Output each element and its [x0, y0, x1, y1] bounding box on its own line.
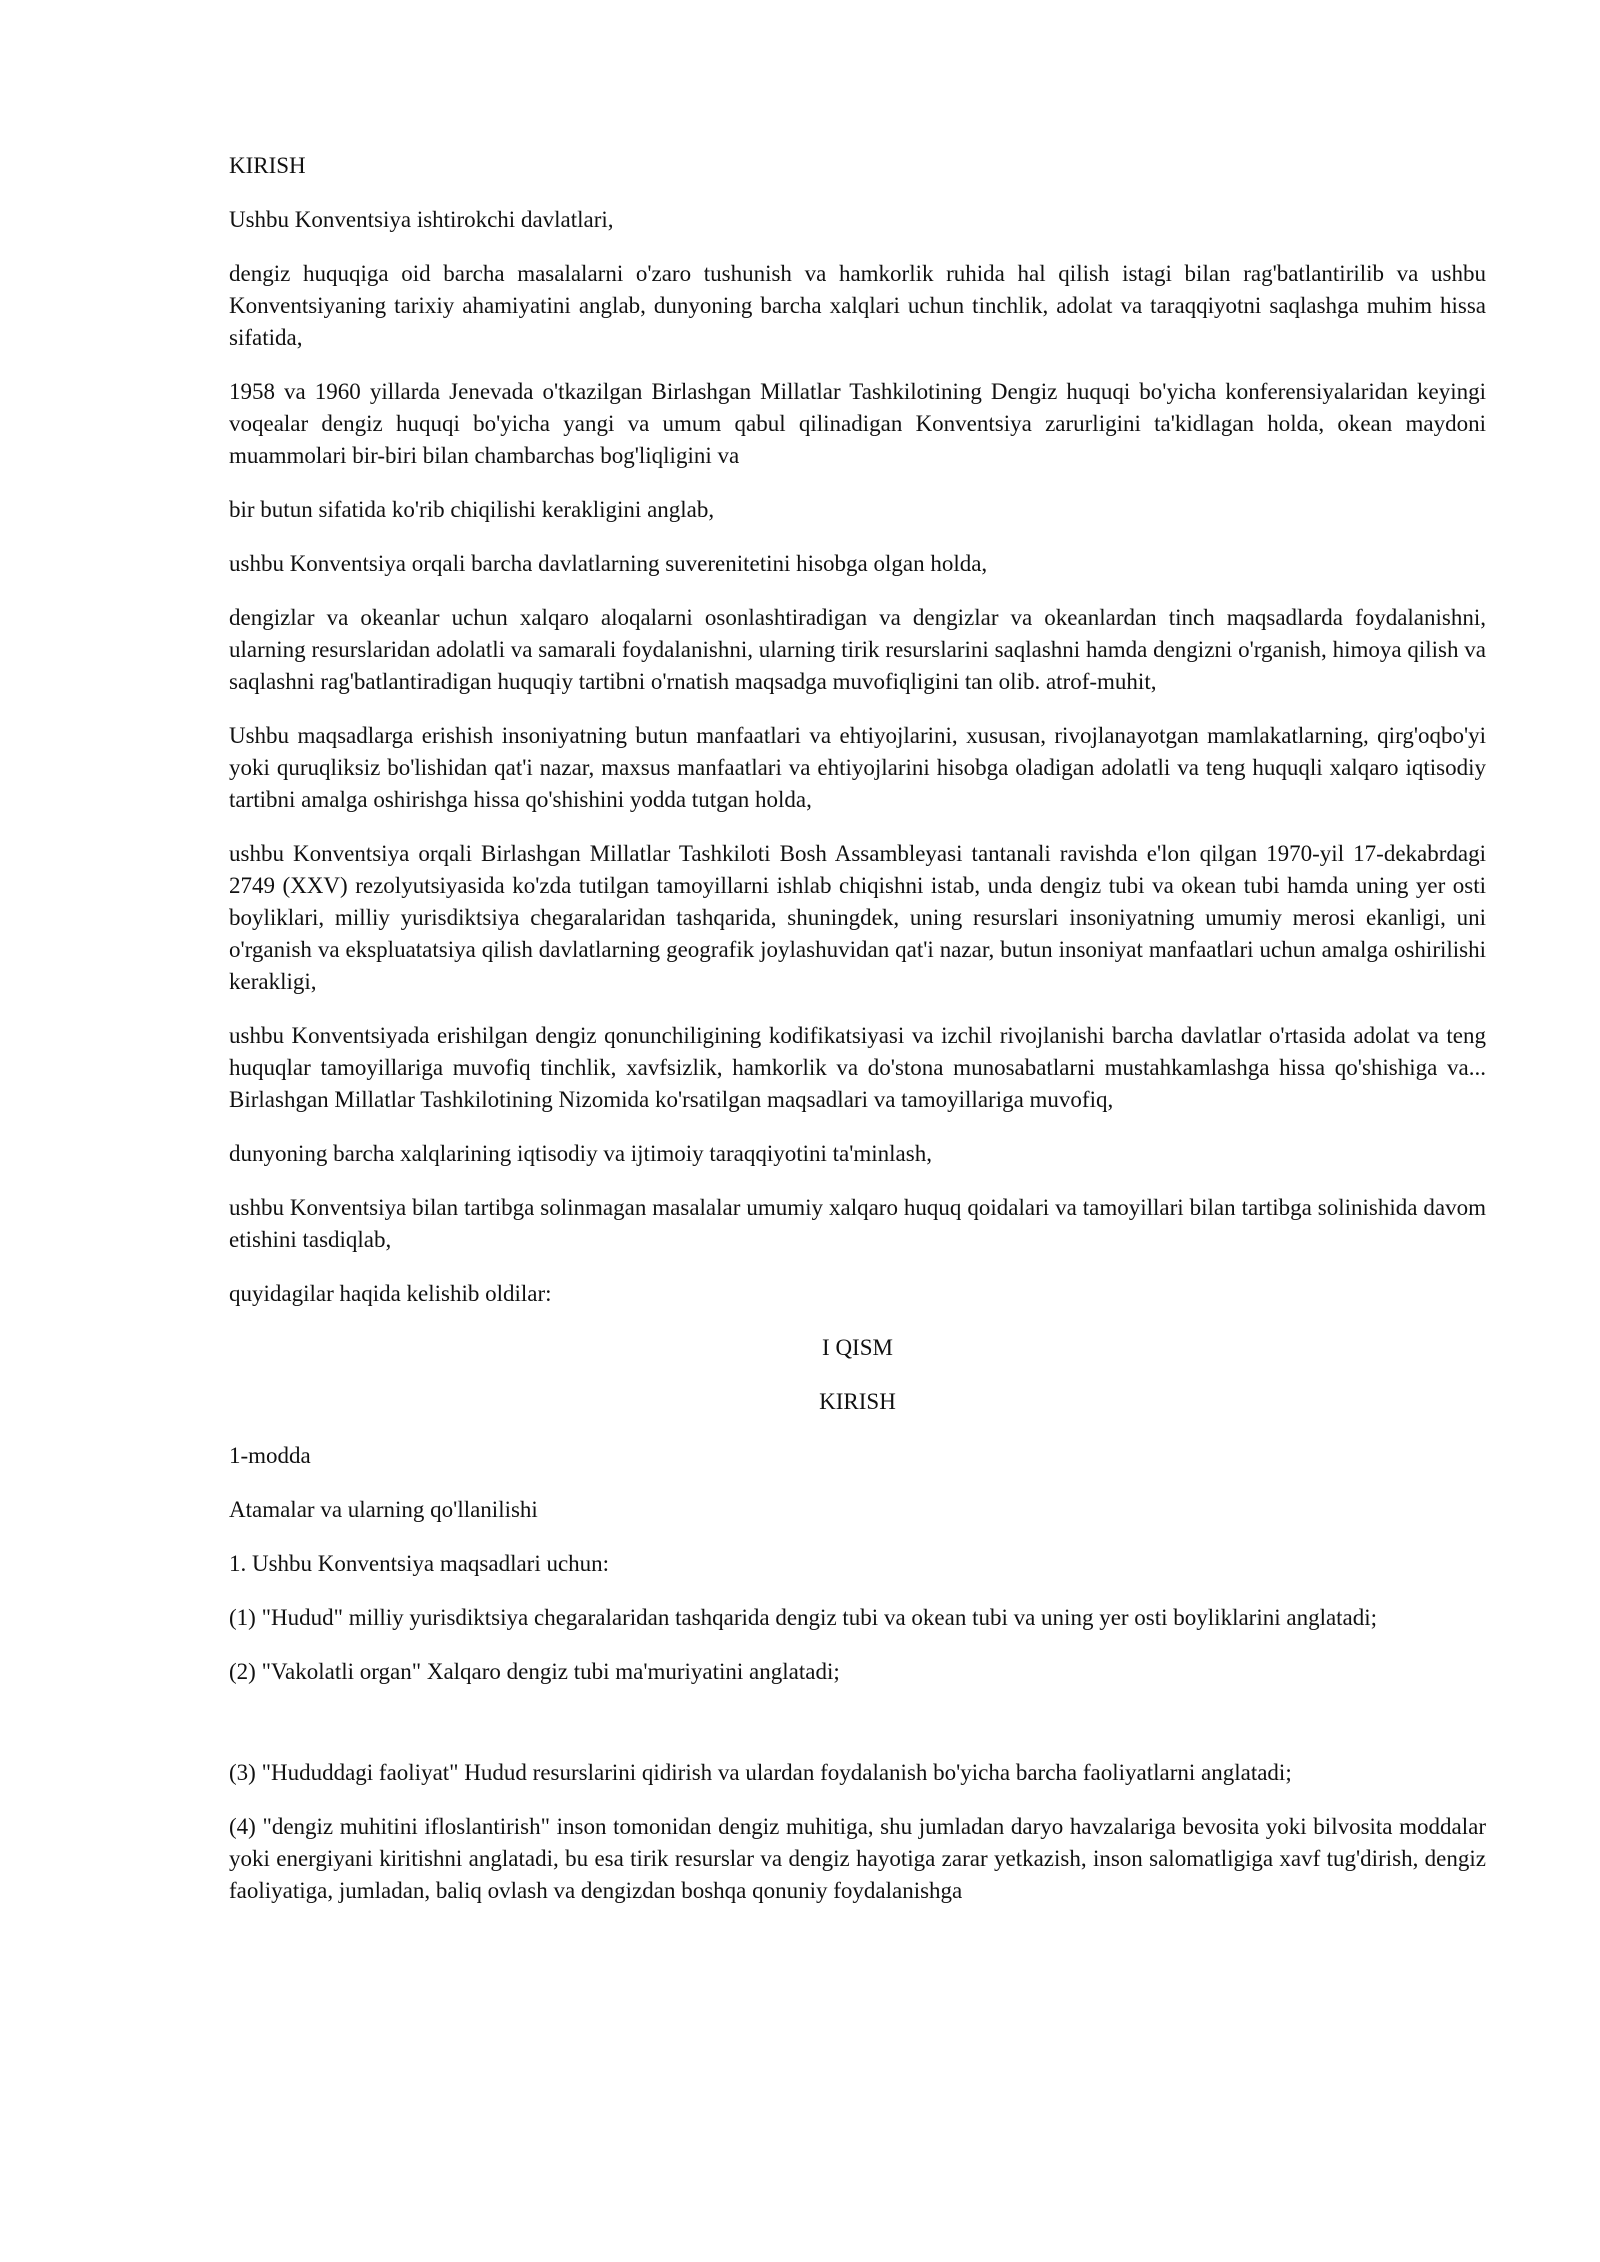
- preamble-paragraph: Ushbu Konventsiya ishtirokchi davlatlari,: [229, 207, 614, 232]
- clause-text: 1. Ushbu Konventsiya maqsadlari uchun:: [229, 1551, 610, 1576]
- document-page: [229, 150, 1486, 1929]
- article-number: 1-modda: [229, 1443, 311, 1468]
- part-heading: I QISM: [822, 1335, 893, 1360]
- preamble-paragraph: dengiz huquqiga oid barcha masalalarni o'zaro tushunish va hamkorlik ruhida hal qilish istagi bilan rag'batlantirilib va ushbu Konventsiyaning tarixiy ahamiyatini anglab, dunyoning barcha xalqlari uchun tinchlik, adolat va taraqqiyotni saqlashga muhim hissa sifatida,: [229, 261, 1486, 350]
- preamble-paragraph: dengizlar va okeanlar uchun xalqaro aloqalarni osonlashtiradigan va dengizlar va okeanlardan tinch maqsadlarda foydalanishni, ularning resurslaridan adolatli va samarali foydalanishni, ularning tirik resurslarini saqlashni hamda dengizni o'rganish, himoya qilish va saqlashni rag'batlantiradigan huquqiy tartibni o'rnatish maqsadga muvofiqligini tan olib. atrof-muhit,: [229, 605, 1486, 694]
- preamble-paragraph: quyidagilar haqida kelishib oldilar:: [229, 1281, 552, 1306]
- preamble-paragraph: Ushbu maqsadlarga erishish insoniyatning butun manfaatlari va ehtiyojlarini, xususan, rivojlanayotgan mamlakatlarning, qirg'oqbo'yi yoki quruqliksiz bo'lishidan qat'i nazar, maxsus manfaatlari va ehtiyojlarini hisobga oladigan adolatli va teng huquqli xalqaro iqtisodiy tartibni amalga oshirishga hissa qo'shishini yodda tutgan holda,: [229, 723, 1486, 812]
- preamble-paragraph: 1958 va 1960 yillarda Jenevada o'tkazilgan Birlashgan Millatlar Tashkilotining Dengiz huquqi bo'yicha konferensiyalaridan keyingi voqealar dengiz huquqi bo'yicha yangi va umum qabul qilinadigan Konventsiya zarurligini ta'kidlagan holda, okean maydoni muammolari bir-biri bilan chambarchas bog'liqligini va: [229, 379, 1486, 468]
- blank-gap: [229, 1710, 1486, 1757]
- definition-item: (2) "Vakolatli organ" Xalqaro dengiz tubi ma'muriyatini anglatadi;: [229, 1659, 840, 1684]
- definition-item: (4) "dengiz muhitini ifloslantirish" inson tomonidan dengiz muhitiga, shu jumladan daryo havzalariga bevosita yoki bilvosita moddalar yoki energiyani kiritishni anglatadi, bu esa tirik resurslar va dengiz hayotiga zarar yetkazish, inson salomatligiga xavf tug'dirish, dengiz faoliyatiga, jumladan, baliq ovlash va dengizdan boshqa qonuniy foydalanishga: [229, 1814, 1486, 1903]
- preamble-paragraph: bir butun sifatida ko'rib chiqilishi kerakligini anglab,: [229, 497, 715, 522]
- preamble-paragraph: ushbu Konventsiya orqali Birlashgan Millatlar Tashkiloti Bosh Assambleyasi tantanali ravishda e'lon qilgan 1970-yil 17-dekabrdagi 2749 (XXV) rezolyutsiyasida ko'zda tutilgan tamoyillarni ishlab chiqishni istab, unda dengiz tubi va okean tubi hamda uning yer osti boyliklari, milliy yurisdiktsiya chegaralaridan tashqarida, shuningdek, uning resurslari insoniyatning umumiy merosi ekanligi, uni o'rganish va ekspluatatsiya qilish davlatlarning geografik joylashuvidan qat'i nazar, butun insoniyat manfaatlari uchun amalga oshirilishi kerakligi,: [229, 841, 1486, 994]
- preamble-paragraph: ushbu Konventsiya bilan tartibga solinmagan masalalar umumiy xalqaro huquq qoidalari va tamoyillari bilan tartibga solinishida davom etishini tasdiqlab,: [229, 1195, 1486, 1252]
- preamble-paragraph: ushbu Konventsiya orqali barcha davlatlarning suverenitetini hisobga olgan holda,: [229, 551, 988, 576]
- definition-item: (1) "Hudud" milliy yurisdiktsiya chegaralaridan tashqarida dengiz tubi va okean tubi va uning yer osti boyliklarini anglatadi;: [229, 1605, 1378, 1630]
- preamble-paragraph: dunyoning barcha xalqlarining iqtisodiy va ijtimoiy taraqqiyotini ta'minlash,: [229, 1141, 932, 1166]
- part-title: KIRISH: [819, 1389, 896, 1414]
- preamble-paragraph: ushbu Konventsiyada erishilgan dengiz qonunchiligining kodifikatsiyasi va izchil rivojlanishi barcha davlatlar o'rtasida adolat va teng huquqlar tamoyillariga muvofiq tinchlik, xavfsizlik, hamkorlik va do'stona munosabatlarni mustahkamlashga hissa qo'shishiga va... Birlashgan Millatlar Tashkilotining Nizomida ko'rsatilgan maqsadlari va tamoyillariga muvofiq,: [229, 1023, 1486, 1112]
- definition-item: (3) "Hududdagi faoliyat" Hudud resurslarini qidirish va ulardan foydalanish bo'yicha barcha faoliyatlarni anglatadi;: [229, 1760, 1292, 1785]
- article-title: Atamalar va ularning qo'llanilishi: [229, 1497, 538, 1522]
- intro-heading: KIRISH: [229, 153, 306, 178]
